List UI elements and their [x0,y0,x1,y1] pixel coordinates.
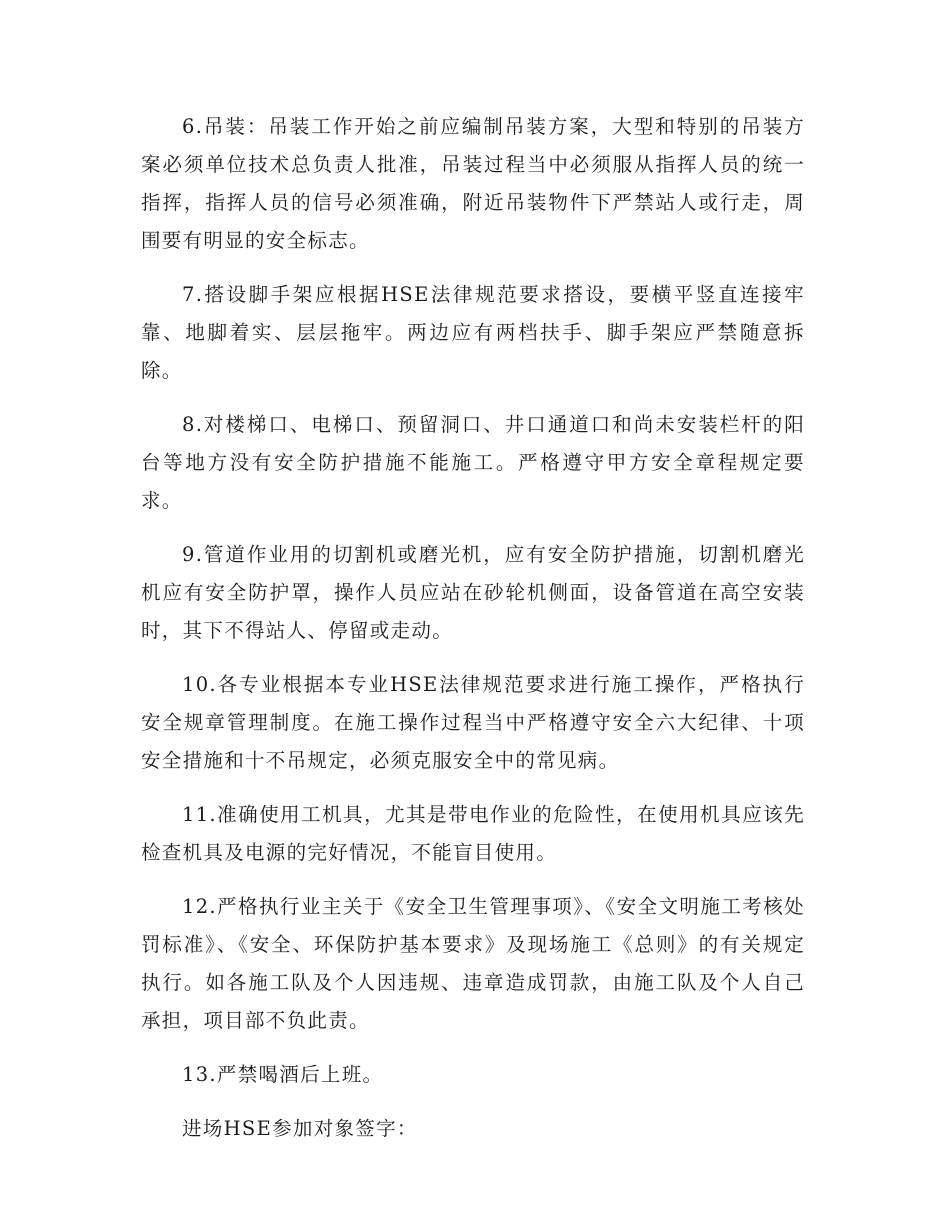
signature-prompt: 进场HSE参加对象签字： [182,1117,418,1140]
paragraph-item-10: 10.各专业根据本专业HSE法律规范要求进行施工操作，严格执行安全规章管理制度。在施工操作过程当中严格遵守安全六大纪律、十项安全措施和十不吊规定，必须克服安全中的常见病。 [141,673,805,772]
paragraph-item-13: 13.严禁喝酒后上班。 [182,1063,384,1086]
paragraph-item-9: 9.管道作业用的切割机或磨光机，应有安全防护措施，切割机磨光机应有安全防护罩，操作人员应站在砂轮机侧面，设备管道在高空安装时，其下不得站人、停留或走动。 [141,543,805,642]
paragraph-item-12: 12.严格执行业主关于《安全卫生管理事项》、《安全文明施工考核处罚标准》、《安全、环保防护基本要求》及现场施工《总则》的有关规定执行。如各施工队及个人因违规、违章造成罚款，由施工队及个人自己承担，项目部不负此责。 [141,895,805,1032]
paragraph-item-11: 11.准确使用工机具，尤其是带电作业的危险性，在使用机具应该先检查机具及电源的完好情况，不能盲目使用。 [141,803,805,864]
paragraph-item-6: 6.吊装：吊装工作开始之前应编制吊装方案，大型和特别的吊装方案必须单位技术总负责人批准，吊装过程当中必须服从指挥人员的统一指挥，指挥人员的信号必须准确，附近吊装物件下严禁站人或行走，周围要有明显的安全标志。 [141,115,805,252]
document-body [141,108,805,1164]
paragraph-item-7: 7.搭设脚手架应根据HSE法律规范要求搭设，要横平竖直连接牢靠、地脚着实、层层拖牢。两边应有两档扶手、脚手架应严禁随意拆除。 [141,283,805,382]
paragraph-item-8: 8.对楼梯口、电梯口、预留洞口、井口通道口和尚未安装栏杆的阳台等地方没有安全防护措施不能施工。严格遵守甲方安全章程规定要求。 [141,413,805,512]
